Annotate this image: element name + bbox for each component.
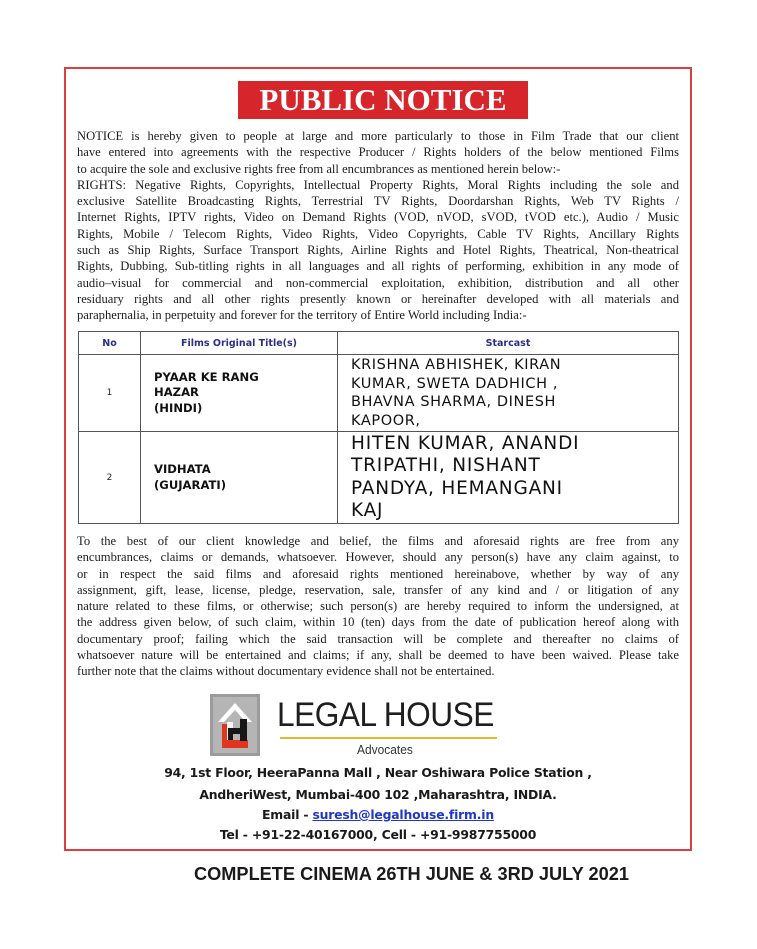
rights-line: Internet Rights, IPTV rights, Video on Demand Rights (VOD, nVOD, sVOD, tVOD etc.), Audio / Music: [77, 210, 679, 225]
legal-house-logo-icon: [210, 694, 260, 756]
rights-line: exclusive Satellite Broadcasting Rights, Terrestrial TV Rights, Doordarshan Rights, Web TV Rights /: [77, 194, 679, 209]
film-title-line: PYAAR KE RANG: [154, 369, 259, 384]
rights-line: residuary rights and all other rights presently known or hereinafter developed with all materials and: [77, 291, 679, 306]
closing-line: To the best of our client knowledge and belief, the films and aforesaid rights are free from any: [77, 534, 679, 548]
intro-paragraph: [77, 128, 679, 324]
films-table: [78, 331, 679, 524]
intro-line: to acquire the sole and exclusive rights free from all encumbrances as mentioned herein below:-: [77, 161, 561, 176]
starcast-line: KAJ: [351, 500, 384, 521]
firm-address-line: 94, 1st Floor, HeeraPanna Mall , Near Oshiwara Police Station ,: [164, 765, 592, 780]
starcast-line: KUMAR, SWETA DADHICH ,: [351, 375, 559, 392]
firm-logo-name: LEGAL HOUSE: [277, 696, 494, 734]
rights-line: audio–visual for commercial and non-commercial exploitation, exhibition, distribution and all other: [77, 275, 679, 290]
starcast-line: PANDYA, HEMANGANI: [351, 477, 563, 499]
table-row: [79, 432, 679, 524]
rights-line: Rights, Mobile / Telecom Rights, Video Rights, Video Copyrights, Cable TV Rights, Ancillary Rights: [77, 226, 679, 241]
logo-divider: [280, 737, 497, 739]
publication-footer: COMPLETE CINEMA 26TH JUNE & 3RD JULY 2021: [194, 864, 629, 884]
firm-email-line: [64, 807, 692, 822]
film-no: 2: [79, 432, 141, 524]
rights-line: paraphernalia, in perpetuity and forever for the territory of Entire World including India:-: [77, 308, 527, 323]
rights-line: Rights, Dubbing, Sub-titling rights in all languages and all rights of performing, exhibition in any mode of: [77, 259, 679, 274]
closing-line: documentary proof; failing which the said transaction will be complete and thereafter no claims of: [77, 631, 679, 646]
rights-line: such as Ship Rights, Surface Transport Rights, Airline Rights and Hotel Rights, Theatrical, Non-theatrical: [77, 243, 679, 258]
email-link[interactable]: suresh@legalhouse.firm.in: [312, 807, 494, 822]
firm-address-line: AndheriWest, Mumbai-400 102 ,Maharashtra, INDIA.: [199, 787, 557, 802]
film-starcast: [338, 432, 679, 524]
intro-line: NOTICE is hereby given to people at large and more particularly to those in Film Trade that our client: [77, 129, 679, 143]
starcast-line: KRISHNA ABHISHEK, KIRAN: [351, 357, 562, 373]
starcast-line: BHAVNA SHARMA, DINESH: [351, 394, 557, 410]
starcast-line: KAPOOR,: [351, 412, 421, 429]
film-language: (HINDI): [154, 400, 203, 415]
film-title-line: HAZAR: [154, 385, 199, 400]
closing-line: nature related to these films, or otherwise; such person(s) are hereby required to inform the undersigned, at: [77, 599, 679, 614]
film-title: [141, 355, 338, 432]
notice-title-banner: [238, 81, 528, 119]
film-title: [141, 432, 338, 524]
firm-logo-subtitle: Advocates: [357, 742, 413, 757]
rights-line: RIGHTS: Negative Rights, Copyrights, Intellectual Property Rights, Moral Rights including the sole and: [77, 177, 679, 192]
closing-line: further note that the claims without documentary evidence shall not be entertained.: [77, 664, 495, 679]
film-starcast: [338, 355, 679, 432]
table-header-row: [79, 332, 679, 355]
email-label: Email -: [262, 807, 313, 822]
film-no: 1: [79, 355, 141, 432]
header-starcast: Starcast: [338, 332, 679, 355]
film-title-line: VIDHATA: [154, 462, 211, 476]
header-no: No: [79, 332, 141, 355]
closing-paragraph: [77, 533, 679, 680]
closing-line: assignment, gift, lease, license, pledge, reservation, sale, transfer of any kind and / or litigation of any: [77, 582, 679, 597]
closing-line: encumbrances, claims or demands, whatsoever. However, should any person(s) have any claim against, to: [77, 550, 679, 565]
starcast-line: HITEN KUMAR, ANANDI: [351, 432, 580, 454]
closing-line: or in respect the said films and aforesaid rights mentioned hereinabove, whether by way of any: [77, 566, 679, 581]
header-title: Films Original Title(s): [141, 332, 338, 355]
firm-phone-line: Tel - +91-22-40167000, Cell - +91-9987755000: [219, 827, 537, 842]
closing-line: the address given below, of such claim, within 10 (ten) days from the date of publication hereof along with: [77, 615, 679, 630]
starcast-line: TRIPATHI, NISHANT: [351, 455, 541, 476]
table-row: [79, 355, 679, 432]
closing-line: whatsoever nature will be entertained and claims; if any, shall be deemed to have been waived. Please take: [77, 648, 679, 663]
film-language: (GUJARATI): [154, 477, 227, 492]
notice-title: PUBLIC NOTICE: [259, 82, 507, 117]
intro-line: have entered into agreements with the respective Producer / Rights holders of the below mentioned Films: [77, 145, 679, 160]
